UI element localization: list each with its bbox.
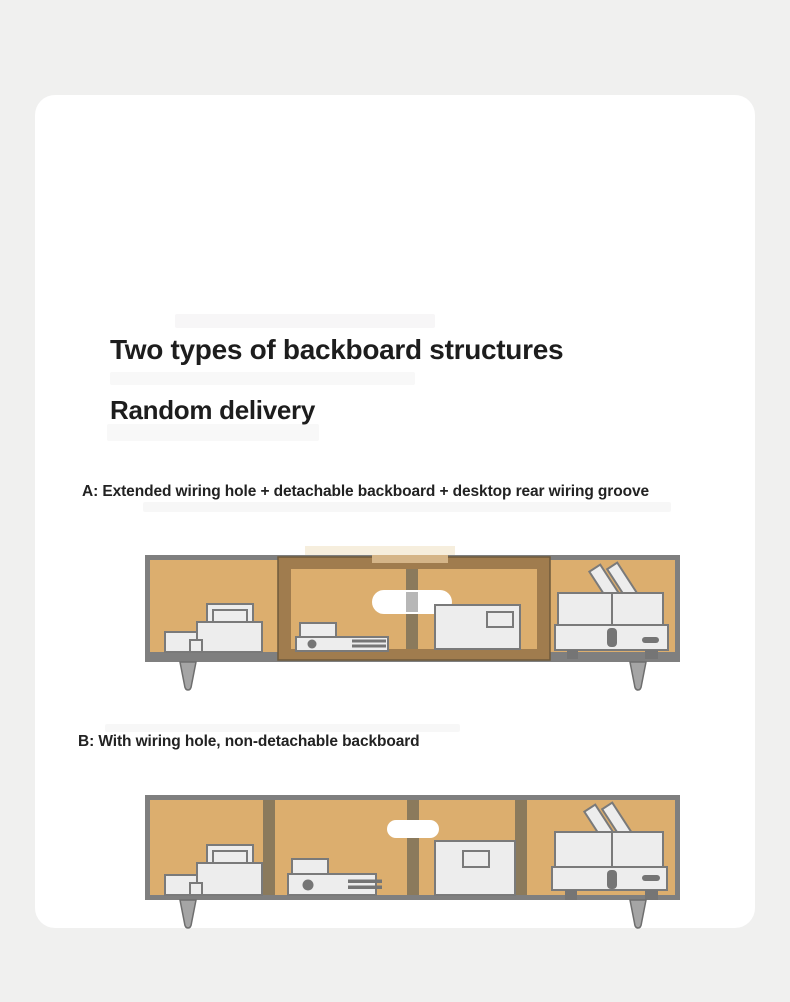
tv-cabinet-a-drawing	[140, 543, 685, 693]
illustration-option-a	[140, 543, 685, 693]
faded-text-ghost	[110, 372, 415, 385]
mini-cabinet	[552, 832, 667, 900]
cabinet-b-divider-3	[515, 800, 527, 895]
faded-text-ghost	[143, 502, 671, 512]
cabinet-b-divider-2	[407, 800, 419, 895]
faded-text-ghost	[107, 424, 319, 441]
storage-box	[435, 605, 520, 649]
cabinet-b-right-leg	[630, 900, 646, 928]
cabinet-a-left-leg	[180, 662, 196, 690]
storage-box	[435, 841, 515, 895]
divider-seen-through-hole	[406, 592, 418, 612]
faded-text-ghost	[175, 314, 435, 328]
faded-text-ghost	[105, 724, 460, 732]
cabinet-b-left-leg	[180, 900, 196, 928]
tv-cabinet-b-drawing	[140, 785, 685, 935]
page-title: Two types of backboard structures	[110, 334, 564, 365]
page-subtitle: Random delivery	[110, 395, 316, 425]
desktop-groove-halo	[305, 546, 455, 556]
mini-cabinet	[555, 593, 668, 659]
option-b-label: B: With wiring hole, non-detachable backboard	[78, 733, 420, 750]
wiring-hole	[387, 820, 439, 838]
desktop-rear-wiring-groove	[372, 555, 448, 563]
option-a-label: A: Extended wiring hole + detachable backboard + desktop rear wiring groove	[82, 483, 649, 500]
cabinet-a-right-leg	[630, 662, 646, 690]
cabinet-b-divider-1	[263, 800, 275, 895]
content-card	[35, 95, 755, 928]
illustration-option-b	[140, 785, 685, 935]
